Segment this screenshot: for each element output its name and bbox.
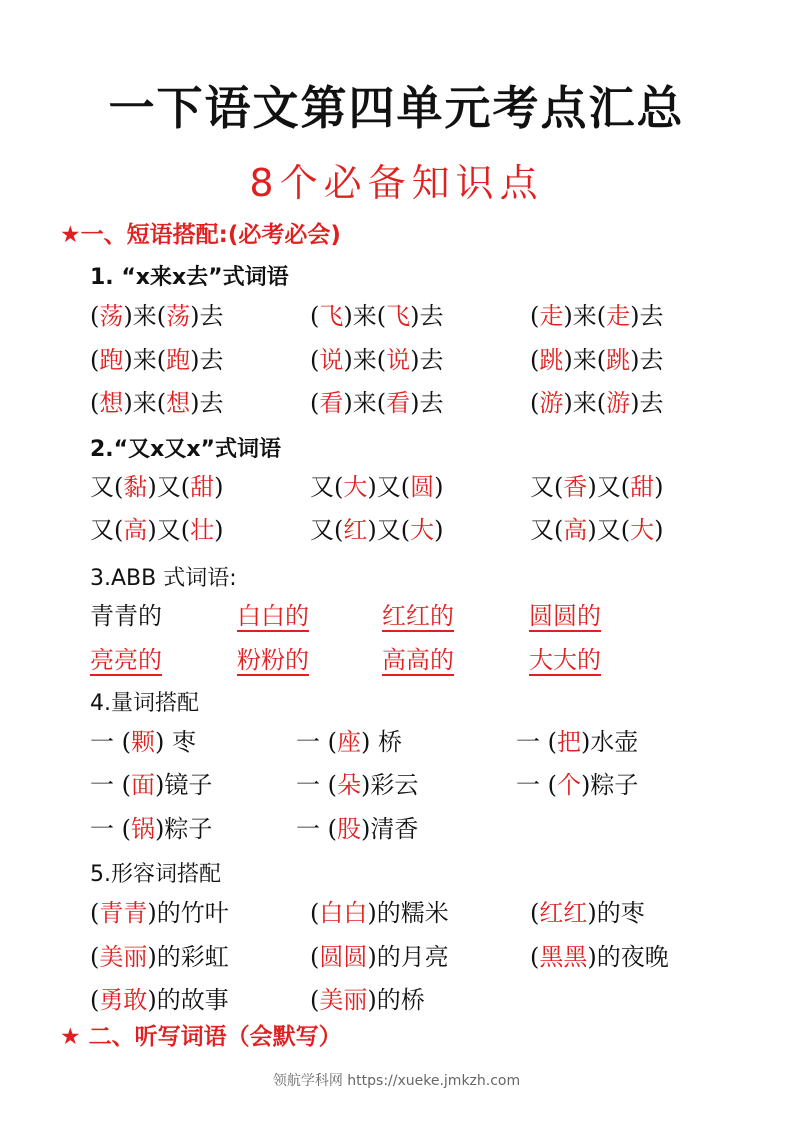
phrase-text: ) 枣 bbox=[155, 728, 196, 756]
phrase-text: )来( bbox=[563, 346, 607, 374]
measure-word-row bbox=[0, 765, 793, 805]
answer-text: 大 bbox=[630, 516, 655, 544]
phrase-text: ( bbox=[310, 346, 320, 374]
phrase-text: )的枣 bbox=[587, 899, 645, 927]
phrase-text: ( bbox=[310, 986, 320, 1014]
answer-text: 高 bbox=[123, 516, 148, 544]
adjective-phrase bbox=[310, 893, 449, 928]
laiqu-phrase bbox=[310, 296, 443, 331]
adjective-row bbox=[0, 980, 793, 1020]
phrase-text: 又( bbox=[90, 473, 124, 501]
answer-text: 黑黑 bbox=[539, 943, 588, 971]
laiqu-row bbox=[0, 296, 793, 336]
phrase-text: ( bbox=[310, 302, 320, 330]
phrase-text: )的竹叶 bbox=[147, 899, 229, 927]
answer-text: 个 bbox=[557, 771, 581, 799]
answer-text: 跑 bbox=[166, 346, 191, 374]
answer-text: 高 bbox=[563, 516, 588, 544]
answer-text: 说 bbox=[319, 346, 344, 374]
phrase-text: )粽子 bbox=[581, 771, 639, 799]
measure-word-phrase bbox=[296, 722, 402, 757]
part-3-heading: 3.ABB 式词语: bbox=[90, 566, 237, 591]
phrase-text: )的夜晚 bbox=[587, 943, 669, 971]
adjective-row bbox=[0, 893, 793, 933]
phrase-text: 又( bbox=[530, 516, 564, 544]
phrase-text: ( bbox=[310, 389, 320, 417]
answer-text: 香 bbox=[563, 473, 588, 501]
phrase-text: 一 ( bbox=[516, 728, 557, 756]
phrase-text: )去 bbox=[630, 389, 664, 417]
phrase-text: 一 ( bbox=[516, 771, 557, 799]
laiqu-row bbox=[0, 340, 793, 380]
phrase-text: )去 bbox=[410, 389, 444, 417]
answer-text: 颗 bbox=[131, 728, 155, 756]
answer-text: 圆圆 bbox=[319, 943, 368, 971]
answer-text: 荡 bbox=[166, 302, 191, 330]
laiqu-phrase bbox=[90, 383, 223, 418]
abb-word: 亮亮的 bbox=[90, 646, 162, 674]
phrase-text: )去 bbox=[190, 302, 224, 330]
answer-text: 座 bbox=[337, 728, 361, 756]
phrase-text: 又( bbox=[530, 473, 564, 501]
adjective-phrase bbox=[310, 980, 425, 1015]
abb-row bbox=[0, 596, 793, 636]
phrase-text: )的彩虹 bbox=[147, 943, 229, 971]
laiqu-phrase bbox=[90, 296, 223, 331]
phrase-text: )又( bbox=[587, 473, 631, 501]
answer-text: 游 bbox=[539, 389, 564, 417]
answer-text: 跳 bbox=[539, 346, 564, 374]
abb-word: 青青的 bbox=[90, 602, 162, 630]
phrase-text: )来( bbox=[343, 389, 387, 417]
laiqu-phrase bbox=[530, 340, 663, 375]
answer-text: 壮 bbox=[190, 516, 215, 544]
measure-word-phrase bbox=[296, 765, 418, 800]
phrase-text: )又( bbox=[587, 516, 631, 544]
answer-text: 说 bbox=[386, 346, 411, 374]
part-5-heading: 5.形容词搭配 bbox=[90, 862, 221, 887]
phrase-text: 一 ( bbox=[296, 771, 337, 799]
abb-row bbox=[0, 640, 793, 680]
answer-text: 面 bbox=[131, 771, 155, 799]
phrase-text: ( bbox=[310, 943, 320, 971]
phrase-text: )去 bbox=[190, 346, 224, 374]
abb-word: 高高的 bbox=[382, 646, 454, 674]
phrase-text: ( bbox=[530, 346, 540, 374]
answer-text: 看 bbox=[319, 389, 344, 417]
phrase-text: ( bbox=[90, 389, 100, 417]
page-subtitle: 8个必备知识点 bbox=[249, 161, 544, 205]
phrase-text: ) bbox=[214, 473, 224, 501]
phrase-text: ) bbox=[434, 516, 444, 544]
laiqu-phrase bbox=[310, 383, 443, 418]
answer-text: 青青 bbox=[99, 899, 148, 927]
youyou-phrase bbox=[90, 510, 223, 545]
youyou-row bbox=[0, 510, 793, 550]
youyou-phrase bbox=[310, 467, 443, 502]
phrase-text: ( bbox=[90, 986, 100, 1014]
answer-text: 锅 bbox=[131, 815, 155, 843]
answer-text: 把 bbox=[557, 728, 581, 756]
phrase-text: 又( bbox=[90, 516, 124, 544]
laiqu-phrase bbox=[530, 383, 663, 418]
abb-word: 大大的 bbox=[529, 646, 601, 674]
answer-text: 想 bbox=[166, 389, 191, 417]
youyou-phrase bbox=[90, 467, 223, 502]
phrase-text: ( bbox=[530, 943, 540, 971]
answer-text: 游 bbox=[606, 389, 631, 417]
phrase-text: )来( bbox=[563, 389, 607, 417]
laiqu-phrase bbox=[90, 340, 223, 375]
youyou-phrase bbox=[530, 467, 663, 502]
abb-word: 圆圆的 bbox=[529, 602, 601, 630]
phrase-text: )粽子 bbox=[155, 815, 213, 843]
phrase-text: )又( bbox=[147, 516, 191, 544]
part-2-heading: 2.“又x又x”式词语 bbox=[90, 437, 281, 462]
answer-text: 飞 bbox=[319, 302, 344, 330]
answer-text: 白白 bbox=[319, 899, 368, 927]
adjective-phrase bbox=[90, 893, 229, 928]
answer-text: 跳 bbox=[606, 346, 631, 374]
part-1-heading: 1. “x来x去”式词语 bbox=[90, 265, 289, 290]
adjective-phrase bbox=[530, 937, 669, 972]
answer-text: 大 bbox=[410, 516, 435, 544]
phrase-text: )来( bbox=[563, 302, 607, 330]
phrase-text: ( bbox=[530, 389, 540, 417]
phrase-text: ( bbox=[530, 899, 540, 927]
phrase-text: )去 bbox=[410, 302, 444, 330]
measure-word-phrase bbox=[90, 765, 212, 800]
measure-word-phrase bbox=[516, 722, 638, 757]
answer-text: 大 bbox=[343, 473, 368, 501]
phrase-text: 一 ( bbox=[90, 771, 131, 799]
phrase-text: 一 ( bbox=[90, 728, 131, 756]
phrase-text: ( bbox=[90, 346, 100, 374]
phrase-text: 一 ( bbox=[296, 815, 337, 843]
answer-text: 朵 bbox=[337, 771, 361, 799]
answer-text: 红红 bbox=[539, 899, 588, 927]
phrase-text: ( bbox=[90, 943, 100, 971]
answer-text: 荡 bbox=[99, 302, 124, 330]
phrase-text: ( bbox=[90, 302, 100, 330]
abb-word: 粉粉的 bbox=[237, 646, 309, 674]
phrase-text: )去 bbox=[190, 389, 224, 417]
phrase-text: )又( bbox=[147, 473, 191, 501]
phrase-text: )水壶 bbox=[581, 728, 639, 756]
phrase-text: ) bbox=[654, 473, 664, 501]
adjective-phrase bbox=[90, 937, 229, 972]
phrase-text: 又( bbox=[310, 516, 344, 544]
phrase-text: )来( bbox=[123, 302, 167, 330]
phrase-text: )的桥 bbox=[367, 986, 425, 1014]
footer-watermark: 领航学科网 https://xueke.jmkzh.com bbox=[272, 1073, 521, 1089]
phrase-text: )来( bbox=[123, 389, 167, 417]
answer-text: 走 bbox=[539, 302, 564, 330]
page-title: 一下语文第四单元考点汇总 bbox=[108, 81, 685, 135]
phrase-text: ) 桥 bbox=[361, 728, 402, 756]
phrase-text: )去 bbox=[630, 346, 664, 374]
answer-text: 甜 bbox=[630, 473, 655, 501]
measure-word-phrase bbox=[90, 722, 196, 757]
answer-text: 甜 bbox=[190, 473, 215, 501]
measure-word-row bbox=[0, 809, 793, 849]
adjective-phrase bbox=[530, 893, 645, 928]
adjective-row bbox=[0, 937, 793, 977]
measure-word-row bbox=[0, 722, 793, 762]
phrase-text: ( bbox=[530, 302, 540, 330]
answer-text: 看 bbox=[386, 389, 411, 417]
youyou-phrase bbox=[310, 510, 443, 545]
section-1-heading: ★一、短语搭配:(必考必会) bbox=[60, 222, 341, 248]
answer-text: 走 bbox=[606, 302, 631, 330]
answer-text: 飞 bbox=[386, 302, 411, 330]
phrase-text: )的糯米 bbox=[367, 899, 449, 927]
phrase-text: ( bbox=[90, 899, 100, 927]
measure-word-phrase bbox=[516, 765, 638, 800]
phrase-text: 一 ( bbox=[296, 728, 337, 756]
answer-text: 黏 bbox=[123, 473, 148, 501]
measure-word-phrase bbox=[90, 809, 212, 844]
phrase-text: ) bbox=[654, 516, 664, 544]
answer-text: 股 bbox=[337, 815, 361, 843]
answer-text: 勇敢 bbox=[99, 986, 148, 1014]
measure-word-phrase bbox=[296, 809, 418, 844]
phrase-text: )的故事 bbox=[147, 986, 229, 1014]
laiqu-phrase bbox=[530, 296, 663, 331]
adjective-phrase bbox=[310, 937, 449, 972]
abb-word: 白白的 bbox=[237, 602, 309, 630]
section-2-heading: ★ 二、听写词语（会默写） bbox=[60, 1024, 342, 1050]
phrase-text: )去 bbox=[410, 346, 444, 374]
answer-text: 红 bbox=[343, 516, 368, 544]
answer-text: 圆 bbox=[410, 473, 435, 501]
answer-text: 美丽 bbox=[99, 943, 148, 971]
phrase-text: )镜子 bbox=[155, 771, 213, 799]
phrase-text: )又( bbox=[367, 473, 411, 501]
phrase-text: )来( bbox=[123, 346, 167, 374]
laiqu-row bbox=[0, 383, 793, 423]
phrase-text: )来( bbox=[343, 346, 387, 374]
answer-text: 跑 bbox=[99, 346, 124, 374]
phrase-text: ( bbox=[310, 899, 320, 927]
phrase-text: ) bbox=[214, 516, 224, 544]
part-4-heading: 4.量词搭配 bbox=[90, 691, 199, 716]
phrase-text: )的月亮 bbox=[367, 943, 449, 971]
phrase-text: )彩云 bbox=[361, 771, 419, 799]
phrase-text: )清香 bbox=[361, 815, 419, 843]
answer-text: 美丽 bbox=[319, 986, 368, 1014]
answer-text: 想 bbox=[99, 389, 124, 417]
laiqu-phrase bbox=[310, 340, 443, 375]
phrase-text: )去 bbox=[630, 302, 664, 330]
abb-word: 红红的 bbox=[382, 602, 454, 630]
youyou-phrase bbox=[530, 510, 663, 545]
youyou-row bbox=[0, 467, 793, 507]
phrase-text: ) bbox=[434, 473, 444, 501]
phrase-text: 又( bbox=[310, 473, 344, 501]
phrase-text: 一 ( bbox=[90, 815, 131, 843]
phrase-text: )来( bbox=[343, 302, 387, 330]
phrase-text: )又( bbox=[367, 516, 411, 544]
adjective-phrase bbox=[90, 980, 229, 1015]
